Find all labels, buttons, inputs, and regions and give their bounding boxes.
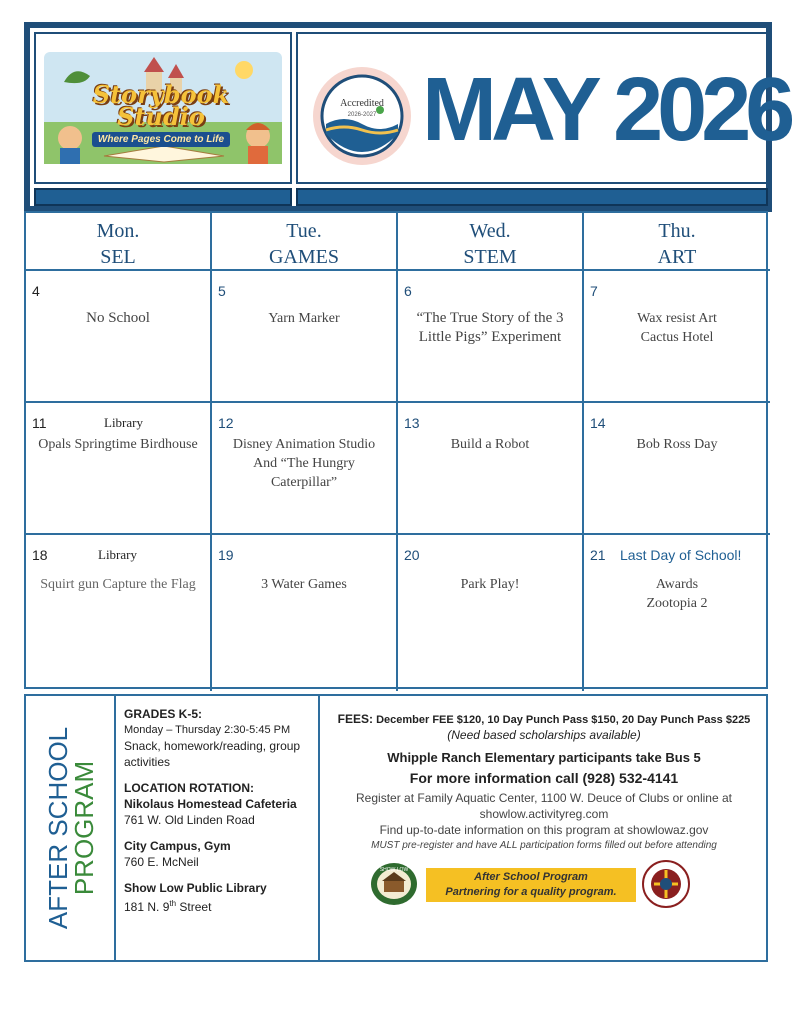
program-info — [24, 694, 768, 962]
activities: Snack, homework/reading, group activities — [124, 739, 301, 769]
storybook-studio-logo — [34, 32, 292, 184]
day-number: 21 — [590, 547, 606, 563]
city-seal-label: SHOW LOW — [379, 867, 409, 873]
location-2-name: City Campus, Gym — [124, 839, 231, 853]
program-details — [118, 696, 320, 960]
partner-line1: After School Program — [474, 871, 588, 883]
address-part: Street — [176, 900, 212, 914]
logo-text — [76, 80, 246, 147]
day-event: Wax resist Art Cactus Hotel — [637, 311, 717, 345]
theme-label: GAMES — [268, 246, 339, 268]
address-sup: th — [169, 899, 177, 908]
location-3-address — [124, 896, 312, 915]
schedule: Monday – Thursday 2:30-5:45 PM — [124, 724, 291, 736]
program-banner — [26, 696, 116, 960]
calendar-header — [24, 22, 790, 212]
header-inner — [30, 28, 790, 206]
day-label: Mon. — [96, 220, 140, 242]
day-number: 4 — [32, 283, 40, 299]
day-cell — [398, 271, 584, 403]
fees-text: December FEE $120, 10 Day Punch Pass $150, 20 Day Punch Pass $225 — [376, 714, 751, 726]
day-event: Opals Springtime Birdhouse — [38, 437, 198, 452]
day-event: Build a Robot — [450, 437, 530, 452]
partner-line2: Partnering for a quality program. — [445, 886, 617, 898]
day-cell — [584, 535, 770, 691]
day-event: “The True Story of the 3 Little Pigs” Experiment — [416, 310, 564, 345]
day-number: 20 — [404, 547, 420, 563]
day-number: 19 — [218, 547, 234, 563]
location-1-address: 761 W. Old Linden Road — [124, 813, 255, 827]
location-3-name: Show Low Public Library — [124, 881, 267, 895]
day-event: Park Play! — [460, 577, 520, 592]
grades-heading: GRADES K-5: — [124, 707, 203, 721]
day-number: 5 — [218, 283, 226, 299]
day-number: 7 — [590, 283, 598, 299]
program-banner-text — [45, 727, 97, 929]
day-event: Disney Animation Studio And “The Hungry Caterpillar” — [232, 437, 376, 490]
day-cell — [212, 403, 398, 535]
header-bar-left — [34, 188, 292, 206]
column-header-mon — [26, 213, 212, 271]
day-label: Thu. — [658, 220, 696, 242]
fees-line — [322, 712, 766, 726]
location-1-name: Nikolaus Homestead Cafeteria — [124, 797, 297, 811]
find-info-line: Find up-to-date information on this program at showlowaz.gov — [379, 823, 709, 837]
day-cell — [398, 535, 584, 691]
seal-years: 2026-2027 — [347, 112, 377, 118]
day-note: Last Day of School! — [620, 547, 742, 563]
theme-label: SEL — [100, 246, 136, 268]
partner-banner — [426, 868, 636, 902]
day-event: Awards Zootopia 2 — [646, 577, 708, 611]
day-cell — [26, 535, 212, 691]
logo-title-line1: Storybook — [92, 80, 230, 109]
calendar-grid — [24, 211, 768, 689]
day-event: Bob Ross Day — [636, 437, 718, 452]
banner-line1: AFTER SCHOOL — [43, 726, 73, 930]
scholarship-note: (Need based scholarships available) — [447, 728, 641, 742]
column-header-thu — [584, 213, 770, 271]
location-2-address: 760 E. McNeil — [124, 855, 199, 869]
program-contact — [322, 696, 766, 960]
register-line-1: Register at Family Aquatic Center, 1100 W. Deuce of Clubs or online at — [356, 791, 732, 805]
day-cell — [584, 271, 770, 403]
day-number: 6 — [404, 283, 412, 299]
page-title: MAY 2026 — [422, 60, 790, 160]
day-cell — [26, 271, 212, 403]
theme-label: ART — [657, 246, 697, 268]
badge-row — [322, 862, 766, 912]
phone-line: For more information call (928) 532-4141 — [409, 770, 679, 786]
day-event: Yarn Marker — [268, 311, 340, 326]
day-event: 3 Water Games — [261, 577, 347, 592]
logo-tagline: Where Pages Come to Life — [92, 132, 230, 147]
show-low-city-seal-icon — [370, 862, 418, 906]
day-number: 14 — [590, 415, 606, 431]
day-number: 18 — [32, 547, 48, 563]
show-low-parks-seal-icon — [642, 860, 690, 908]
theme-label: STEM — [463, 246, 517, 268]
column-header-tue — [212, 213, 398, 271]
day-event: Squirt gun Capture the Flag — [40, 577, 196, 592]
day-cell — [212, 535, 398, 691]
day-number: 12 — [218, 415, 234, 431]
day-cell — [212, 271, 398, 403]
day-cell — [398, 403, 584, 535]
day-cell — [584, 403, 770, 535]
bus-note: Whipple Ranch Elementary participants take Bus 5 — [387, 750, 701, 765]
logo-title-line2: Studio — [117, 102, 205, 131]
seal-label: Accredited — [340, 98, 384, 109]
fees-label: FEES: — [337, 712, 374, 726]
header-bar-right — [296, 188, 768, 206]
day-number: 13 — [404, 415, 420, 431]
address-part: 181 N. 9 — [124, 900, 170, 914]
day-cell — [26, 403, 212, 535]
day-label: Wed. — [469, 220, 511, 242]
day-event: No School — [86, 310, 150, 326]
banner-line2: PROGRAM — [69, 760, 99, 896]
title-panel — [296, 32, 790, 184]
must-register-note: MUST pre-register and have ALL participation forms filled out before attending — [371, 840, 717, 851]
register-link[interactable]: showlow.activityreg.com — [479, 807, 609, 821]
day-number: 11 — [32, 415, 47, 431]
day-label: Tue. — [286, 220, 322, 242]
column-header-wed — [398, 213, 584, 271]
location-heading: LOCATION ROTATION: — [124, 781, 254, 795]
day-note: Library — [98, 547, 137, 562]
day-note: Library — [104, 415, 143, 430]
